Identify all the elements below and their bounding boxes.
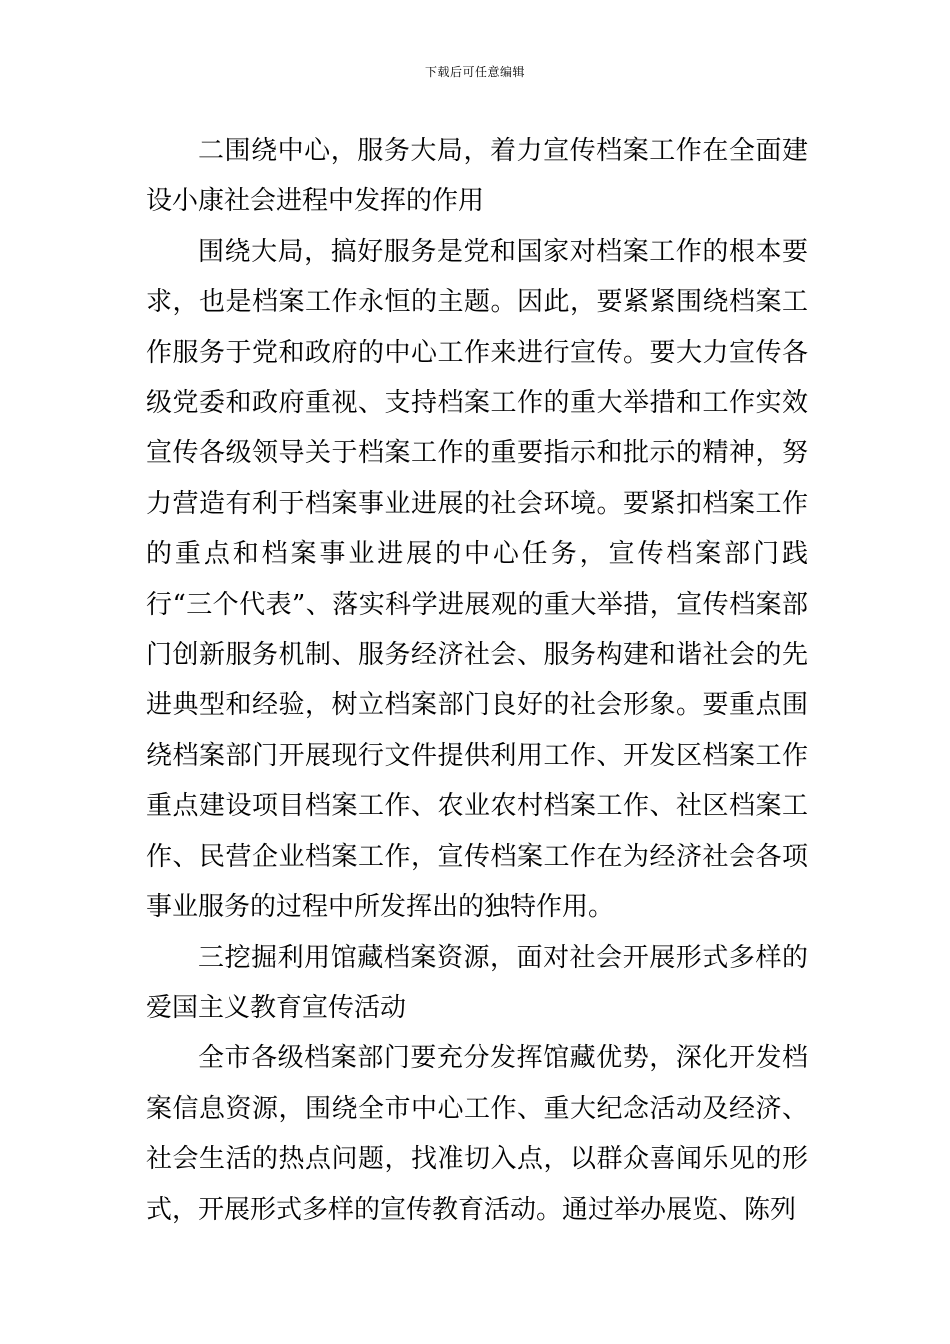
body-paragraph: 围绕大局，搞好服务是党和国家对档案工作的根本要求，也是档案工作永恒的主题。因此，要紧紧围绕档案工作服务于党和政府的中心工作来进行宣传。要大力宣传各级党委和政府重视、支持档案工作的重大举措和工作实效宣传各级领导关于档案工作的重要指示和批示的精神，努力营造有利于档案事业进展的社会环境。要紧扣档案工作的重点和档案事业进展的中心任务，宣传档案部门践行“三个代表”、落实科学进展观的重大举措，宣传档案部门创新服务机制、服务经济社会、服务构建和谐社会的先进典型和经验，树立档案部门良好的社会形象。要重点围绕档案部门开展现行文件提供利用工作、开发区档案工作重点建设项目档案工作、农业农村档案工作、社区档案工作、民营企业档案工作，宣传档案工作在为经济社会各项事业服务的过程中所发挥出的独特作用。 (146, 236, 808, 923)
section-heading-3: 三挖掘利用馆藏档案资源，面对社会开展形式多样的爱国主义教育宣传活动 (146, 942, 808, 1023)
body-paragraph: 全市各级档案部门要充分发挥馆藏优势，深化开发档案信息资源，围绕全市中心工作、重大纪念活动及经济、社会生活的热点问题，找准切入点，以群众喜闻乐见的形式，开展形式多样的宣传教育活动。通过举办展览、陈列 (146, 1043, 808, 1225)
header-note: 下载后可任意编辑 (424, 65, 525, 79)
section-heading-2: 二围绕中心，服务大局，着力宣传档案工作在全面建设小康社会进程中发挥的作用 (146, 136, 808, 217)
document-body (146, 126, 808, 1235)
